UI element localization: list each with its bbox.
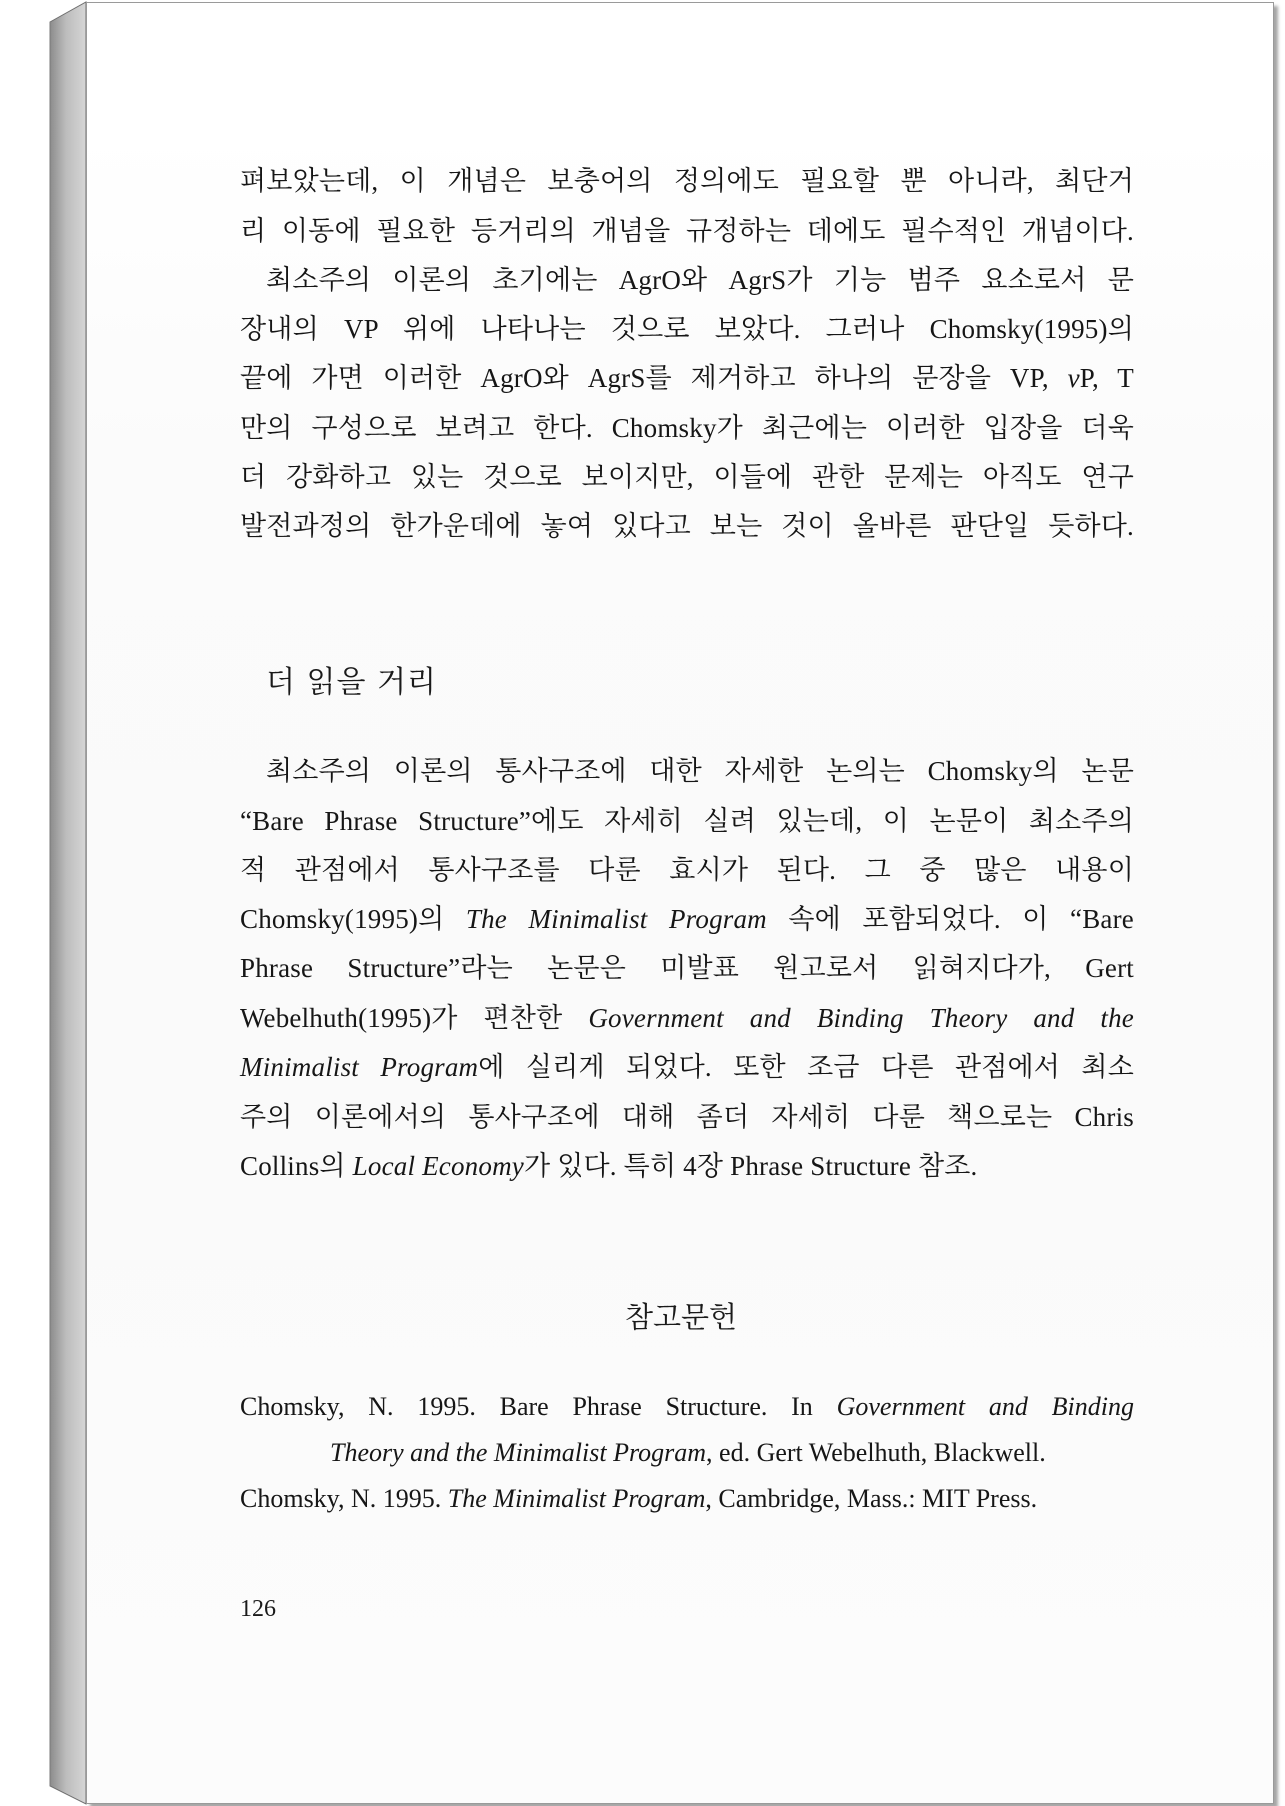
italic-run: Government and Binding Theory and the [588,1003,1134,1033]
body-line [240,1050,1134,1084]
page-number: 126 [240,1596,276,1622]
body-line: Phrase Structure”라는 논문은 미발표 원고로서 읽혀지다가, Gert [240,953,1134,983]
italic-run: v [1067,363,1080,393]
text-run: Webelhuth(1995)가 편찬한 [240,1003,563,1033]
book-spine [0,0,88,1806]
reference-entry [240,1392,1134,1422]
body-line: 리 이동에 필요한 등거리의 개념을 규정하는 데에도 필수적인 개념이다. [240,216,1134,246]
text-run: Chomsky(1995)의 [240,904,445,934]
body-line [240,361,1134,395]
body-line: “Bare Phrase Structure”에도 자세히 실려 있는데, 이 논문이 최소주의 [240,806,1134,836]
text-run: 속에 포함되었다. 이 “Bare [788,904,1134,934]
body-line: 최소주의 이론의 초기에는 AgrO와 AgrS가 기능 범주 요소로서 문 [266,265,1134,295]
italic-run: Local Economy [352,1151,524,1181]
text-run: , Cambridge, Mass.: MIT Press. [705,1484,1038,1513]
section-heading-references: 참고문헌 [624,1300,738,1334]
text-run: 에 실리게 되었다. 또한 조금 다른 관점에서 최소 [478,1052,1134,1082]
text-run: P, T [1079,363,1134,393]
text-run: 끝에 가면 이러한 AgrO와 AgrS를 제거하고 하나의 문장을 VP, [240,363,1049,393]
body-line: 펴보았는데, 이 개념은 보충어의 정의에도 필요할 뿐 아니라, 최단거 [240,166,1134,196]
body-line: 더 강화하고 있는 것으로 보이지만, 이들에 관한 문제는 아직도 연구 [240,462,1134,492]
italic-run: Minimalist Program [240,1052,479,1082]
reference-entry [240,1484,1037,1514]
italic-run: Government and Binding [836,1392,1134,1421]
italic-run: The Minimalist Program [447,1484,706,1513]
body-line: 주의 이론에서의 통사구조에 대해 좀더 자세히 다룬 책으로는 Chris [240,1102,1134,1132]
section-heading-further-reading: 더 읽을 거리 [266,665,437,700]
body-line: 만의 구성으로 보려고 한다. Chomsky가 최근에는 이러한 입장을 더욱 [240,413,1134,443]
body-line: 발전과정의 한가운데에 놓여 있다고 보는 것이 올바른 판단일 듯하다. [240,511,1134,541]
italic-run: Theory and the Minimalist Program [330,1438,707,1467]
reference-entry-continuation [330,1438,1046,1468]
body-line [240,902,1134,936]
text-run: 가 있다. 특히 4장 Phrase Structure 참조. [523,1151,978,1181]
text-run: Chomsky, N. 1995. [240,1484,442,1513]
body-line [240,1149,1134,1183]
text-run: Chomsky, N. 1995. Bare Phrase Structure. In [240,1392,813,1421]
body-line: 적 관점에서 통사구조를 다룬 효시가 된다. 그 중 많은 내용이 [240,855,1134,885]
body-line [240,1001,1134,1035]
body-line: 장내의 VP 위에 나타나는 것으로 보았다. 그러나 Chomsky(1995)의 [240,314,1134,344]
text-run: , ed. Gert Webelhuth, Blackwell. [706,1438,1046,1467]
text-run: Collins의 [240,1151,346,1181]
italic-run: The Minimalist Program [465,904,767,934]
body-line: 최소주의 이론의 통사구조에 대한 자세한 논의는 Chomsky의 논문 [266,756,1134,786]
